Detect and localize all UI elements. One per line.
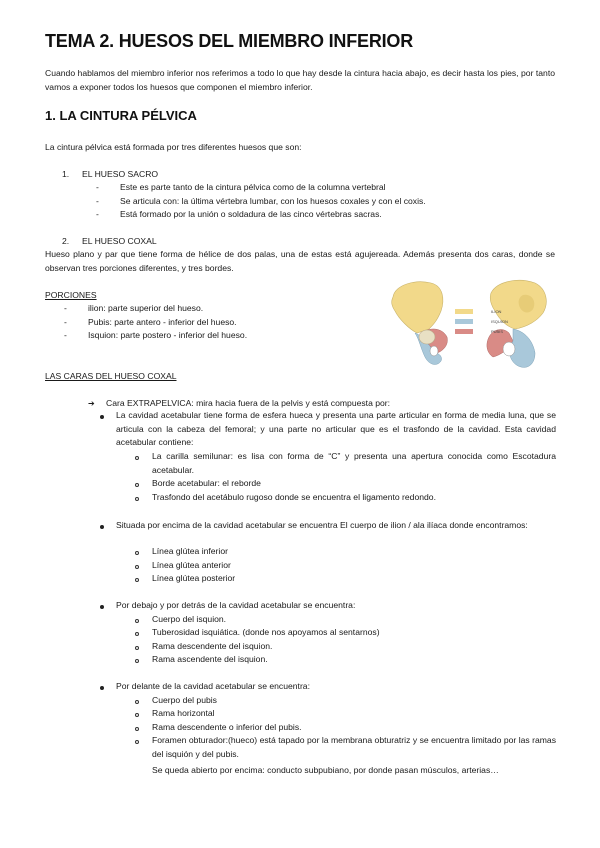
porciones-heading: PORCIONES [45,290,97,300]
coxal-bone-illustration [385,275,557,375]
sub-bullet-icon [135,497,139,501]
sacro-point: - Este es parte tanto de la cintura pélvica como de la columna vertebral [96,182,386,192]
sub-item: Trasfondo del acetábulo rugoso donde se encuentra el ligamento redondo. [152,492,436,502]
list-item-title: EL HUESO SACRO [82,169,159,179]
sub-bullet-icon [135,483,139,487]
sacro-point: - Se articula con: la última vértebra lumbar, con los huesos coxales y con el coxis. [96,196,426,206]
list-item-coxal [62,235,157,249]
list-number: 2. [62,236,70,246]
sub-bullet-icon [135,646,139,650]
sub-item: Cuerpo del isquion. [152,614,227,624]
list-item-sacro [62,168,158,182]
coxal-description: Hueso plano y par que tiene forma de hélice de dos palas, una de estas está agujereada. Además presenta dos caras, donde se observan tres porciones diferentes, y tres bordes. [45,249,555,273]
sub-item: Línea glútea anterior [152,560,231,570]
sub-bullet-icon [135,565,139,569]
section-heading: 1. LA CINTURA PÉLVICA [45,108,197,123]
sub-bullet-icon [135,619,139,623]
legend-isquion-swatch [455,319,473,324]
sub-item: Borde acetabular: el reborde [152,478,261,488]
sub-item: Cuerpo del pubis [152,695,217,705]
coxal-bone-figure [385,275,557,375]
sub-bullet-icon [135,727,139,731]
sub-item: Rama horizontal [152,708,215,718]
sub-item: Rama ascendente del isquion. [152,654,268,664]
sacro-point: - Está formado por la unión o soldadura de las cinco vértebras sacras. [96,209,382,219]
porcion-item: - Isquion: parte postero - inferior del hueso. [64,330,248,340]
sub-bullet-icon [135,700,139,704]
bullet-isquion: Por debajo y por detrás de la cavidad acetabular se encuentra: [116,600,356,610]
sub-bullet-icon [135,659,139,663]
sub-bullet-icon [135,551,139,555]
legend-pubis-swatch [455,329,473,334]
sub-bullet-icon [135,456,139,460]
arrow-icon: ➔ [88,399,95,408]
sub-item: Rama descendente o inferior del pubis. [152,722,302,732]
legend-label-isquion: ISQUION [491,319,508,324]
cara-extrapelvica: ➔ Cara EXTRAPELVICA: mira hacia fuera de la pelvis y está compuesta por: [88,397,390,411]
intro-paragraph: Cuando hablamos del miembro inferior nos referimos a todo lo que hay desde la cintura hacia abajo, es decir hasta los pies, por tanto vamos a exponer todos los huesos que componen el miembro inferior. [45,68,555,92]
porcion-item: - ilion: parte superior del hueso. [64,303,204,313]
sub-item: Rama descendente del isquion. [152,641,273,651]
bullet-icon [100,605,104,609]
sub-item: La carilla semilunar: es lisa con forma de “C” y presenta una apertura conocida como Escotadura acetabular. [152,451,556,475]
bullet-cuerpo-ilion: Situada por encima de la cavidad acetabular se encuentra El cuerpo de ilion / ala ilíaca donde encontramos: [116,520,528,530]
sub-bullet-icon [135,578,139,582]
obturator-foramen-left [430,346,438,356]
ilion-region-left [392,282,443,333]
bullet-icon [100,415,104,419]
sub-bullet-icon [135,740,139,744]
bullet-icon [100,525,104,529]
bullet-pubis: Por delante de la cavidad acetabular se encuentra: [116,681,310,691]
obturator-foramen-right [503,342,515,356]
list-number: 1. [62,169,70,179]
sub-item-extra: Se queda abierto por encima: conducto subpubiano, por donde pasan músculos, arterias… [152,765,499,775]
bullet-icon [100,686,104,690]
sub-item: Tuberosidad isquiática. (donde nos apoyamos al sentarnos) [152,627,380,637]
legend-ilion-swatch [455,309,473,314]
sub-bullet-icon [135,632,139,636]
section-lead: La cintura pélvica está formada por tres diferentes huesos que son: [45,142,302,152]
sub-item: Línea glútea inferior [152,546,228,556]
legend-label-pubis: PUBIS [491,329,504,334]
list-item-title: EL HUESO COXAL [82,236,157,246]
sub-bullet-icon [135,713,139,717]
acetabulum-left [419,330,435,344]
bullet-cavidad-acetabular: La cavidad acetabular tiene forma de esfera hueca y presenta una parte articular en forma de media luna, que se articula con la cabeza del femoral; y una parte no articular que es el trasfondo de la cavidad. Esta cavidad acetabular contiene: [116,410,556,448]
page-title: TEMA 2. HUESOS DEL MIEMBRO INFERIOR [45,31,414,51]
legend-label-ilion: ILION [491,309,502,314]
sub-item: Foramen obturador:(hueco) está tapado por la membrana obturatriz y se encuentra limitado por las ramas del isquión y del pubis. [152,735,556,759]
caras-heading: LAS CARAS DEL HUESO COXAL [45,371,177,381]
sub-item: Línea glútea posterior [152,573,236,583]
porcion-item: - Pubis: parte antero - inferior del hueso. [64,317,237,327]
